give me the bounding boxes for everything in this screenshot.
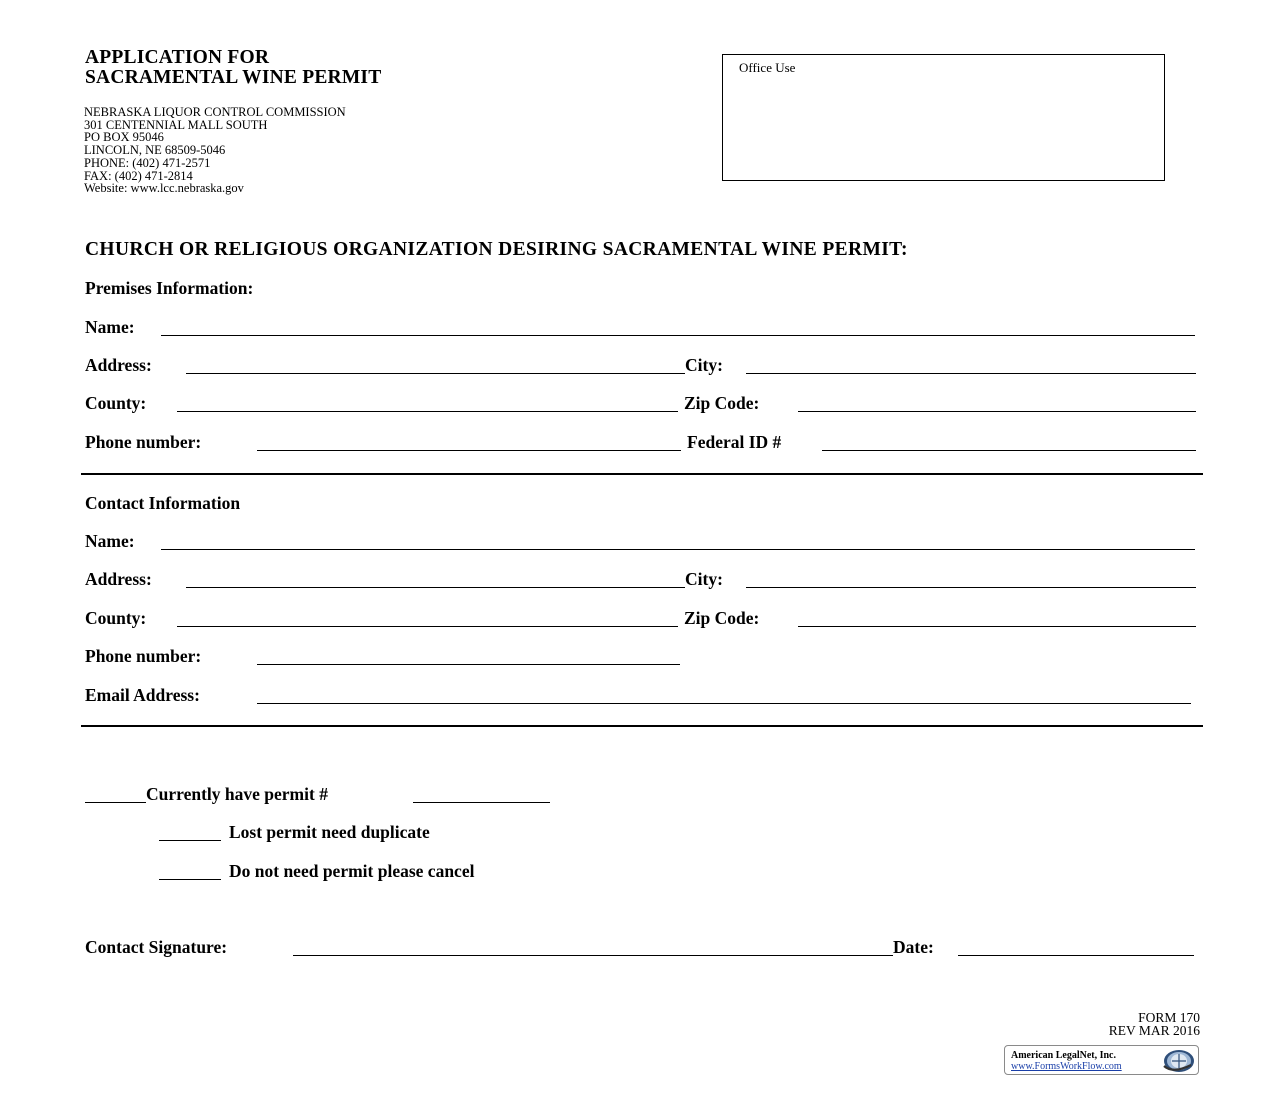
agency-street: 301 CENTENNIAL MALL SOUTH	[84, 117, 268, 132]
contact-city-label: City:	[685, 569, 723, 589]
form-title	[85, 48, 381, 88]
premises-address-field[interactable]	[85, 354, 685, 378]
premises-zip-line[interactable]	[798, 411, 1196, 412]
contact-email-row	[85, 684, 1200, 708]
agency-city-state-zip: LINCOLN, NE 68509-5046	[84, 143, 226, 158]
lost-permit-checkbox-blank[interactable]	[159, 840, 221, 841]
premises-phone-line[interactable]	[257, 450, 681, 451]
premises-phone-label: Phone number:	[85, 432, 202, 452]
cancel-permit-checkbox-blank[interactable]	[159, 879, 221, 880]
signature-label: Contact Signature:	[85, 937, 228, 957]
premises-city-line[interactable]	[746, 373, 1196, 374]
form-footer	[1109, 1011, 1200, 1037]
contact-address-field[interactable]	[85, 568, 685, 592]
lost-permit-option[interactable]	[159, 821, 539, 845]
premises-federal-id-label: Federal ID #	[687, 432, 782, 452]
globe-icon	[1161, 1048, 1195, 1074]
premises-phone-field[interactable]	[85, 431, 685, 455]
agency-phone: PHONE: (402) 471-2571	[84, 155, 211, 170]
agency-name: NEBRASKA LIQUOR CONTROL COMMISSION	[84, 105, 346, 119]
office-use-label: Office Use	[739, 60, 796, 75]
agency-website: Website: www.lcc.nebraska.gov	[84, 181, 244, 196]
premises-federal-id-field[interactable]	[687, 431, 1200, 455]
contact-email-field[interactable]	[85, 684, 1200, 708]
date-field[interactable]	[893, 936, 1200, 960]
contact-phone-row	[85, 645, 1200, 669]
premises-section-label: Premises Information:	[85, 278, 254, 298]
premises-name-row	[85, 316, 1200, 340]
agency-fax: FAX: (402) 471-2814	[84, 168, 193, 183]
contact-county-label: County:	[85, 608, 147, 628]
current-permit-checkbox-blank[interactable]	[85, 802, 146, 803]
contact-name-label: Name:	[85, 531, 135, 551]
contact-email-label: Email Address:	[85, 685, 200, 705]
contact-city-line[interactable]	[746, 587, 1196, 588]
office-use-box	[722, 54, 1165, 181]
agency-address-block	[84, 106, 346, 195]
agency-po-box: PO BOX 95046	[84, 130, 164, 145]
premises-zip-field[interactable]	[684, 392, 1200, 416]
contact-zip-label: Zip Code:	[684, 608, 760, 628]
premises-address-row	[85, 354, 1200, 378]
contact-name-line[interactable]	[161, 549, 1195, 550]
current-permit-option[interactable]	[85, 783, 555, 807]
contact-phone-line[interactable]	[257, 664, 680, 665]
contact-name-field[interactable]	[85, 530, 1200, 554]
premises-city-label: City:	[685, 355, 723, 375]
form-number: FORM 170	[1138, 1010, 1200, 1025]
premises-county-row	[85, 392, 1200, 416]
publisher-logo[interactable]	[1004, 1045, 1199, 1075]
premises-county-line[interactable]	[177, 411, 678, 412]
publisher-name: American LegalNet, Inc.	[1011, 1050, 1116, 1061]
signature-field[interactable]	[85, 936, 893, 960]
premises-address-line[interactable]	[186, 373, 685, 374]
contact-address-row	[85, 568, 1200, 592]
contact-address-label: Address:	[85, 569, 152, 589]
signature-row	[85, 936, 1200, 960]
form-title-line-2: SACRAMENTAL WINE PERMIT	[85, 67, 382, 88]
contact-name-row	[85, 530, 1200, 554]
premises-address-label: Address:	[85, 355, 152, 375]
contact-email-line[interactable]	[257, 703, 1191, 704]
lost-permit-label: Lost permit need duplicate	[229, 822, 430, 842]
section-heading: CHURCH OR RELIGIOUS ORGANIZATION DESIRING SACRAMENTAL WINE PERMIT:	[85, 239, 908, 260]
premises-name-line[interactable]	[161, 335, 1195, 336]
contact-phone-field[interactable]	[85, 645, 685, 669]
date-line[interactable]	[958, 955, 1194, 956]
premises-city-field[interactable]	[685, 354, 1200, 378]
contact-county-field[interactable]	[85, 607, 685, 631]
contact-phone-label: Phone number:	[85, 646, 202, 666]
contact-county-line[interactable]	[177, 626, 678, 627]
cancel-permit-option[interactable]	[159, 860, 599, 884]
contact-county-row	[85, 607, 1200, 631]
current-permit-number-line[interactable]	[413, 802, 550, 803]
form-revision: REV MAR 2016	[1108, 1023, 1200, 1038]
premises-federal-id-line[interactable]	[822, 450, 1196, 451]
section-divider	[81, 473, 1203, 475]
current-permit-label: Currently have permit #	[146, 784, 328, 804]
premises-county-field[interactable]	[85, 392, 685, 416]
date-label: Date:	[893, 937, 934, 957]
contact-zip-field[interactable]	[684, 607, 1200, 631]
cancel-permit-label: Do not need permit please cancel	[229, 861, 475, 881]
premises-zip-label: Zip Code:	[684, 393, 760, 413]
contact-address-line[interactable]	[186, 587, 685, 588]
signature-line[interactable]	[293, 955, 893, 956]
form-title-line-1: APPLICATION FOR	[85, 47, 270, 68]
contact-city-field[interactable]	[685, 568, 1200, 592]
premises-phone-row	[85, 431, 1200, 455]
premises-name-label: Name:	[85, 317, 135, 337]
section-divider	[81, 725, 1203, 727]
premises-name-field[interactable]	[85, 316, 1200, 340]
contact-zip-line[interactable]	[798, 626, 1196, 627]
contact-section-label: Contact Information	[85, 493, 241, 513]
publisher-url-link[interactable]: www.FormsWorkFlow.com	[1011, 1061, 1122, 1072]
premises-county-label: County:	[85, 393, 147, 413]
